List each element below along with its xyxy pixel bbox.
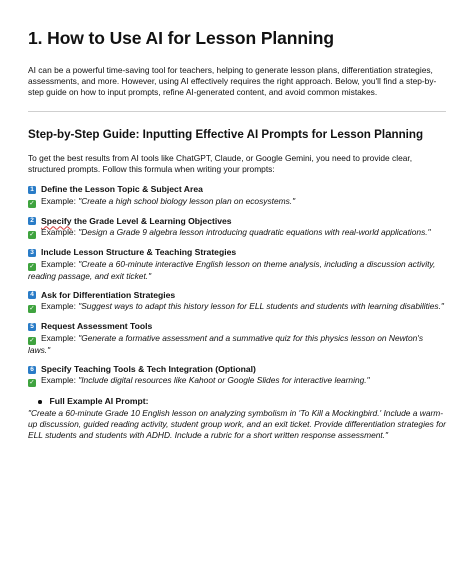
spellcheck-word[interactable]: Specify (41, 215, 72, 226)
example-text: "Create a 60-minute interactive English lesson on theme analysis, including a discussion activity, reading passage, and exit ticket." (28, 258, 436, 281)
example-text: "Design a Grade 9 algebra lesson introducing quadratic equations with real-world applications." (78, 227, 431, 238)
number-4-icon: 4 (28, 291, 36, 299)
step-3 (28, 247, 446, 282)
section-intro: To get the best results from AI tools like ChatGPT, Claude, or Google Gemini, you need to provide clear, structured prompts. Follow this formula when writing your prompts: (28, 152, 413, 174)
page-title: 1. How to Use AI for Lesson Planning (28, 28, 334, 48)
step-2 (28, 216, 446, 240)
number-1-icon: 1 (28, 186, 36, 194)
step-title: Define the Lesson Topic & Subject Area (41, 184, 203, 195)
checkmark-icon: ✓ (29, 199, 35, 207)
step-1 (28, 184, 446, 208)
full-example-title: Full Example AI Prompt: (49, 396, 149, 407)
number-2-icon: 2 (28, 217, 36, 225)
section-heading: Step-by-Step Guide: Inputting Effective AI Prompts for Lesson Planning (28, 127, 424, 141)
checkmark-icon: ✓ (29, 231, 35, 239)
example-label: Example: (41, 375, 79, 386)
checkmark-icon: ✓ (29, 379, 35, 387)
step-title: Include Lesson Structure & Teaching Strategies (41, 247, 237, 258)
example-text: "Generate a formative assessment and a summative quiz for this physics lesson on Newton's laws." (28, 332, 424, 355)
step-5 (28, 321, 446, 356)
number-5-icon: 5 (28, 323, 36, 331)
bullet-icon (38, 400, 42, 404)
checkmark-icon: ✓ (29, 336, 35, 344)
step-6 (28, 364, 446, 388)
document-page (28, 28, 446, 442)
full-example (28, 396, 446, 441)
step-4 (28, 290, 446, 314)
intro-paragraph: AI can be a powerful time-saving tool for teachers, helping to generate lesson plans, differentiation strategies, assessments, and more. However, using AI effectively requires the right approach. Below, you'll find a step-by-step guide on how to input prompts, refine AI-generated content, and avoid common mistakes. (28, 65, 437, 98)
example-label: Example: (41, 301, 79, 312)
number-6-icon: 6 (28, 366, 36, 374)
step-title: Specify Teaching Tools & Tech Integration (Optional) (41, 363, 256, 374)
full-example-text: "Create a 60-minute Grade 10 English lesson on analyzing symbolism in 'To Kill a Mockingbird.' Include a warm-up discussion, guided reading activity, student group work, and an exit ticket. Provide differentiation strategies for ELL students and students with ADHD. Include a rubric for a short written response assessment." (28, 407, 446, 441)
number-3-icon: 3 (28, 249, 36, 257)
step-title: Specify the Grade Level & Learning Objectives (41, 215, 232, 226)
step-title: Ask for Differentiation Strategies (41, 289, 176, 300)
example-label: Example: (41, 195, 79, 206)
divider (28, 111, 446, 112)
step-title: Request Assessment Tools (41, 321, 153, 332)
checkmark-icon: ✓ (29, 305, 35, 313)
example-label: Example: (41, 227, 79, 238)
example-label: Example: (41, 332, 79, 343)
example-text: "Include digital resources like Kahoot or Google Slides for interactive learning." (78, 375, 370, 386)
example-text: "Suggest ways to adapt this history lesson for ELL students and students with learning disabilities." (78, 301, 444, 312)
checkmark-icon: ✓ (29, 262, 35, 270)
example-text: "Create a high school biology lesson plan on ecosystems." (78, 195, 296, 206)
example-label: Example: (41, 258, 79, 269)
